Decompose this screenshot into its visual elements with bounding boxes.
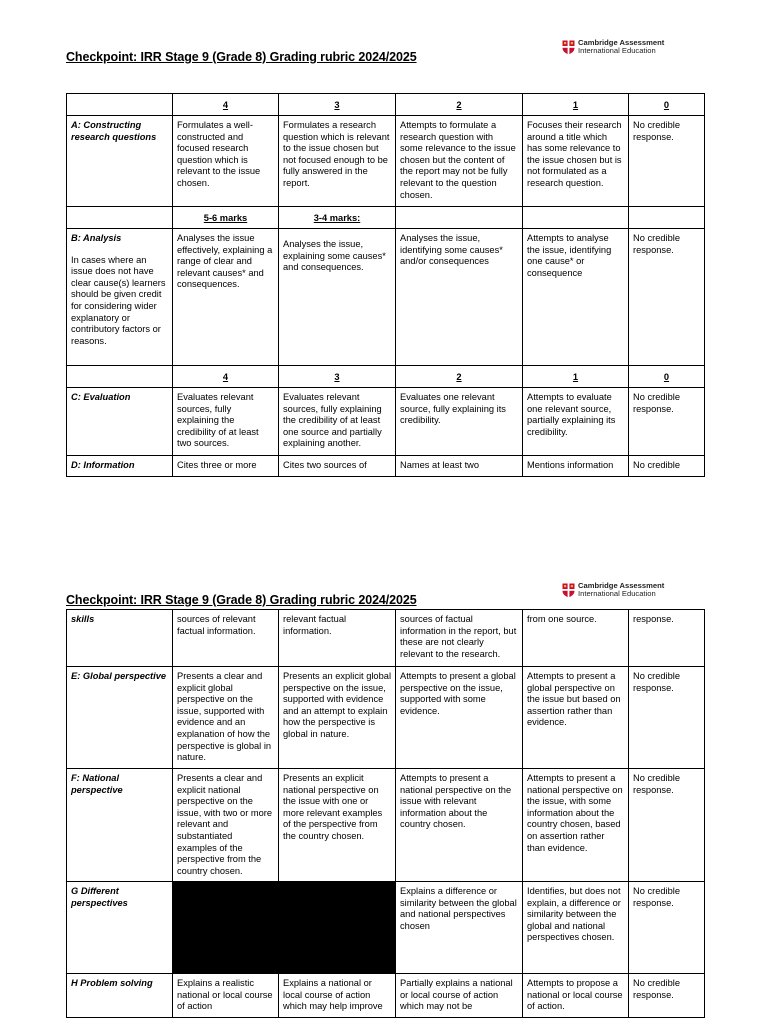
descriptor-cell: No credible response. bbox=[629, 667, 705, 769]
score-header: 3 bbox=[279, 366, 396, 388]
empty-header-cell bbox=[629, 207, 705, 229]
descriptor-cell: No credible response. bbox=[629, 116, 705, 207]
criterion-row-f bbox=[67, 769, 705, 882]
descriptor-cell: No credible response. bbox=[629, 229, 705, 366]
descriptor-cell: Mentions information bbox=[523, 456, 629, 477]
score-header: 2 bbox=[396, 366, 523, 388]
criterion-label: skills bbox=[67, 610, 173, 667]
descriptor-cell: sources of factual information in the report, but these are not clearly relevant to the research. bbox=[396, 610, 523, 667]
descriptor-cell: No credible response. bbox=[629, 974, 705, 1018]
descriptor-cell: response. bbox=[629, 610, 705, 667]
descriptor-cell: Evaluates relevant sources, fully explaining the credibility of at least two sources. bbox=[173, 388, 279, 456]
score-header: 4 bbox=[173, 366, 279, 388]
descriptor-cell: Presents a clear and explicit national perspective on the issue, with two or more relevant and substantiated examples of the perspective from the country chosen. bbox=[173, 769, 279, 882]
descriptor-cell: Formulates a research question which is relevant to the issue chosen but not focused enough to be fully answered in the report. bbox=[279, 116, 396, 207]
logo-line-1: Cambridge Assessment bbox=[578, 38, 665, 47]
cambridge-logo bbox=[562, 582, 664, 599]
score-header: 0 bbox=[629, 94, 705, 116]
descriptor-cell: Attempts to present a national perspective on the issue with relevant information about the country chosen. bbox=[396, 769, 523, 882]
score-header-row bbox=[67, 94, 705, 116]
shield-icon bbox=[562, 583, 575, 598]
descriptor-cell: Attempts to present a national perspective on the issue, with some information about the country chosen, based on assertion rather than evidence. bbox=[523, 769, 629, 882]
descriptor-cell: Presents an explicit national perspective on the issue with one or more relevant examples of the perspective from the country chosen. bbox=[279, 769, 396, 882]
criterion-row-d-continued bbox=[67, 610, 705, 667]
marks-header: 5-6 marks bbox=[173, 207, 279, 229]
descriptor-cell: Explains a realistic national or local course of action bbox=[173, 974, 279, 1018]
descriptor-cell: No credible bbox=[629, 456, 705, 477]
marks-header-row bbox=[67, 207, 705, 229]
criterion-cell bbox=[67, 229, 173, 366]
criterion-note: In cases where an issue does not have clear cause(s) learners should be given credit for considering wider explanatory or contributory factors or reasons. bbox=[71, 254, 166, 346]
score-header: 4 bbox=[173, 94, 279, 116]
empty-header-cell bbox=[396, 207, 523, 229]
descriptor-cell: from one source. bbox=[523, 610, 629, 667]
empty-header-cell bbox=[67, 207, 173, 229]
descriptor-cell: Formulates a well-constructed and focused research question which is relevant to the issue chosen. bbox=[173, 116, 279, 207]
logo-line-1: Cambridge Assessment bbox=[578, 581, 665, 590]
marks-header: 3-4 marks: bbox=[279, 207, 396, 229]
descriptor-cell: Attempts to propose a national or local course of action. bbox=[523, 974, 629, 1018]
descriptor-cell: No credible response. bbox=[629, 388, 705, 456]
page-title: Checkpoint: IRR Stage 9 (Grade 8) Grading rubric 2024/2025 bbox=[66, 50, 417, 64]
descriptor-cell: Explains a national or local course of action which may help improve bbox=[279, 974, 396, 1018]
descriptor-cell: Presents a clear and explicit global perspective on the issue, supported with evidence and an explanation of how the perspective is global in nature. bbox=[173, 667, 279, 769]
logo-line-2: International Education bbox=[578, 589, 656, 599]
descriptor-cell: Analyses the issue, identifying some causes* and/or consequences bbox=[396, 229, 523, 366]
descriptor-cell: Analyses the issue, explaining some causes* and consequences. bbox=[279, 229, 396, 366]
criterion-label: C: Evaluation bbox=[67, 388, 173, 456]
descriptor-cell: Attempts to present a global perspective on the issue but based on assertion rather than evidence. bbox=[523, 667, 629, 769]
criterion-row-h bbox=[67, 974, 705, 1018]
descriptor-cell: Partially explains a national or local course of action which may not be bbox=[396, 974, 523, 1018]
empty-header-cell bbox=[523, 207, 629, 229]
criterion-label: A: Constructing research questions bbox=[67, 116, 173, 207]
cambridge-logo bbox=[562, 39, 664, 56]
criterion-label: E: Global perspective bbox=[67, 667, 173, 769]
score-header: 1 bbox=[523, 94, 629, 116]
score-header: 0 bbox=[629, 366, 705, 388]
criterion-label: F: National perspective bbox=[67, 769, 173, 882]
descriptor-cell: Analyses the issue effectively, explaining a range of clear and relevant causes* and consequences. bbox=[173, 229, 279, 366]
criterion-label: H Problem solving bbox=[67, 974, 173, 1018]
criterion-row-a bbox=[67, 116, 705, 207]
shield-icon bbox=[562, 40, 575, 55]
descriptor-cell: Cites three or more bbox=[173, 456, 279, 477]
criterion-row-g bbox=[67, 882, 705, 974]
descriptor-cell: Explains a difference or similarity between the global and national perspectives chosen bbox=[396, 882, 523, 974]
descriptor-cell: Attempts to formulate a research question with some relevance to the issue chosen but the content of the report may not be fully relevant to the question chosen. bbox=[396, 116, 523, 207]
score-header: 1 bbox=[523, 366, 629, 388]
descriptor-cell: Presents an explicit global perspective on the issue, supported with evidence and an attempt to explain how the perspective is global in nature. bbox=[279, 667, 396, 769]
criterion-label: B: Analysis bbox=[71, 233, 122, 243]
criterion-label: G Different perspectives bbox=[67, 882, 173, 974]
score-header: 3 bbox=[279, 94, 396, 116]
descriptor-cell: No credible response. bbox=[629, 882, 705, 974]
descriptor-cell: Attempts to evaluate one relevant source, partially explaining its credibility. bbox=[523, 388, 629, 456]
criterion-row-b bbox=[67, 229, 705, 366]
descriptor-cell: Names at least two bbox=[396, 456, 523, 477]
logo-line-2: International Education bbox=[578, 46, 656, 56]
descriptor-cell: No credible response. bbox=[629, 769, 705, 882]
score-header-row bbox=[67, 366, 705, 388]
criterion-label: D: Information bbox=[67, 456, 173, 477]
descriptor-cell: Identifies, but does not explain, a difference or similarity between the global and national perspectives chosen. bbox=[523, 882, 629, 974]
descriptor-cell: Evaluates one relevant source, fully explaining its credibility. bbox=[396, 388, 523, 456]
descriptor-cell: Cites two sources of bbox=[279, 456, 396, 477]
empty-header-cell bbox=[67, 366, 173, 388]
rubric-table-page-2 bbox=[66, 609, 705, 1018]
descriptor-cell: sources of relevant factual information. bbox=[173, 610, 279, 667]
criterion-row-c bbox=[67, 388, 705, 456]
criterion-row-d bbox=[67, 456, 705, 477]
score-header: 2 bbox=[396, 94, 523, 116]
descriptor-cell: Focuses their research around a title which has some relevance to the issue chosen but is not formulated as a research question. bbox=[523, 116, 629, 207]
redacted-block bbox=[173, 882, 396, 974]
empty-header-cell bbox=[67, 94, 173, 116]
descriptor-cell: relevant factual information. bbox=[279, 610, 396, 667]
rubric-table-page-1 bbox=[66, 93, 705, 477]
descriptor-cell: Evaluates relevant sources, fully explaining the credibility of at least one source and partially explaining another. bbox=[279, 388, 396, 456]
page-title: Checkpoint: IRR Stage 9 (Grade 8) Grading rubric 2024/2025 bbox=[66, 593, 417, 607]
descriptor-cell: Attempts to analyse the issue, identifying one cause* or consequence bbox=[523, 229, 629, 366]
descriptor-cell: Attempts to present a global perspective on the issue, supported with some evidence. bbox=[396, 667, 523, 769]
criterion-row-e bbox=[67, 667, 705, 769]
